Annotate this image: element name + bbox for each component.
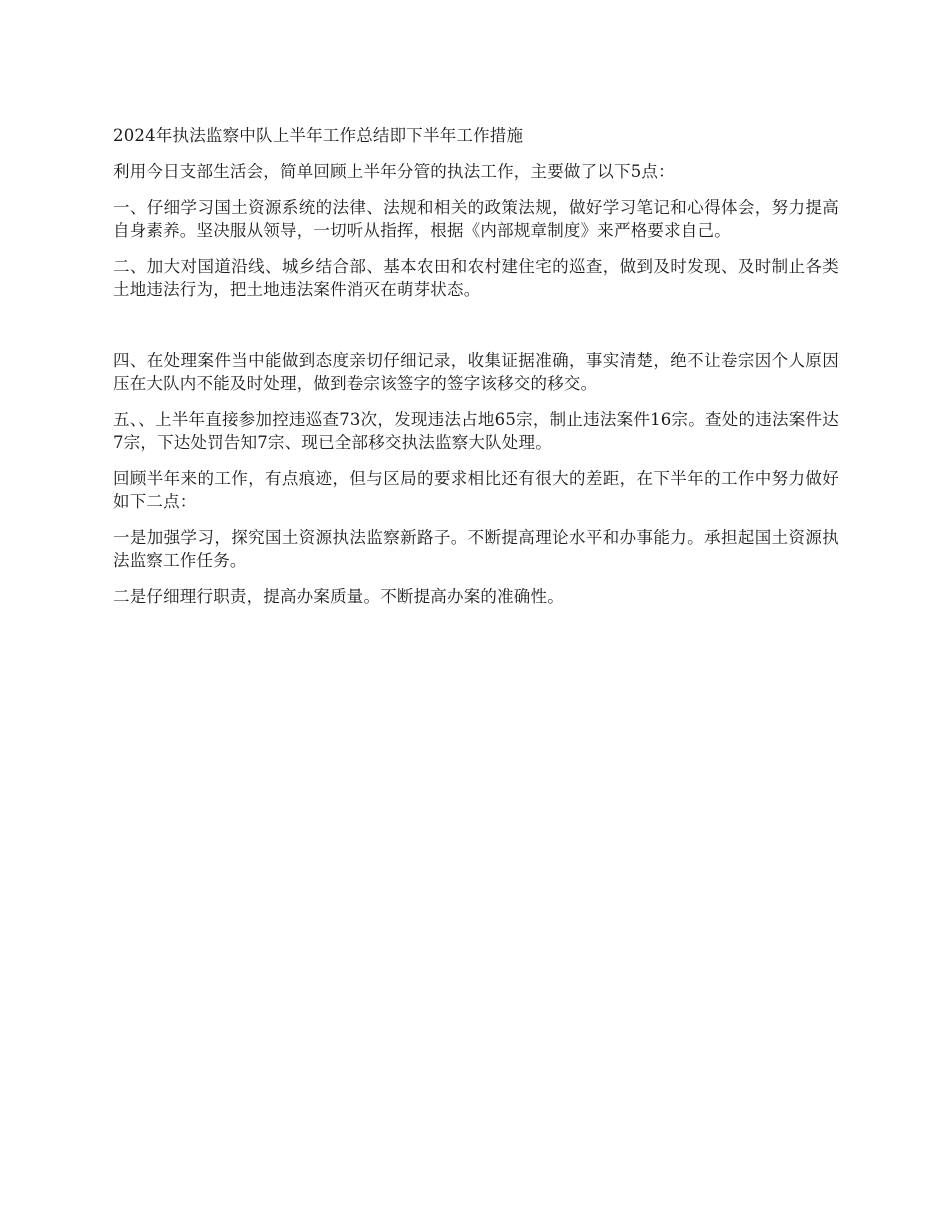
paragraph-point-5: 五、、上半年直接参加控违巡查73次，发现违法占地65宗，制止违法案件16宗。查处的违法案件达7宗，下达处罚告知7宗、现已全部移交执法监察大队处理。 xyxy=(113,410,839,452)
document-title: 2024年执法监察中队上半年工作总结即下半年工作措施 xyxy=(113,126,524,145)
paragraph-point-2: 二、加大对国道沿线、城乡结合部、基本农田和农村建住宅的巡查，做到及时发现、及时制止各类土地违法行为，把土地违法案件消灭在萌芽状态。 xyxy=(113,257,839,299)
review-paragraph: 回顾半年来的工作，有点痕迹，但与区局的要求相比还有很大的差距，在下半年的工作中努力做好如下二点： xyxy=(113,469,839,511)
paragraph-point-1: 一、仔细学习国土资源系统的法律、法规和相关的政策法规，做好学习笔记和心得体会，努力提高自身素养。坚决服从领导，一切听从指挥，根据《内部规章制度》来严格要求自己。 xyxy=(113,198,839,240)
intro-paragraph: 利用今日支部生活会，简单回顾上半年分管的执法工作，主要做了以下5点： xyxy=(113,162,675,181)
blank-gap xyxy=(113,314,839,349)
document-page xyxy=(113,124,839,621)
plan-paragraph-2: 二是仔细理行职责，提高办案质量。不断提高办案的准确性。 xyxy=(113,587,564,606)
plan-paragraph-1: 一是加强学习，探究国土资源执法监察新路子。不断提高理论水平和办事能力。承担起国土资源执法监察工作任务。 xyxy=(113,528,839,570)
paragraph-point-4: 四、在处理案件当中能做到态度亲切仔细记录，收集证据准确，事实清楚，绝不让卷宗因个人原因压在大队内不能及时处理，做到卷宗该签字的签字该移交的移交。 xyxy=(113,351,839,393)
